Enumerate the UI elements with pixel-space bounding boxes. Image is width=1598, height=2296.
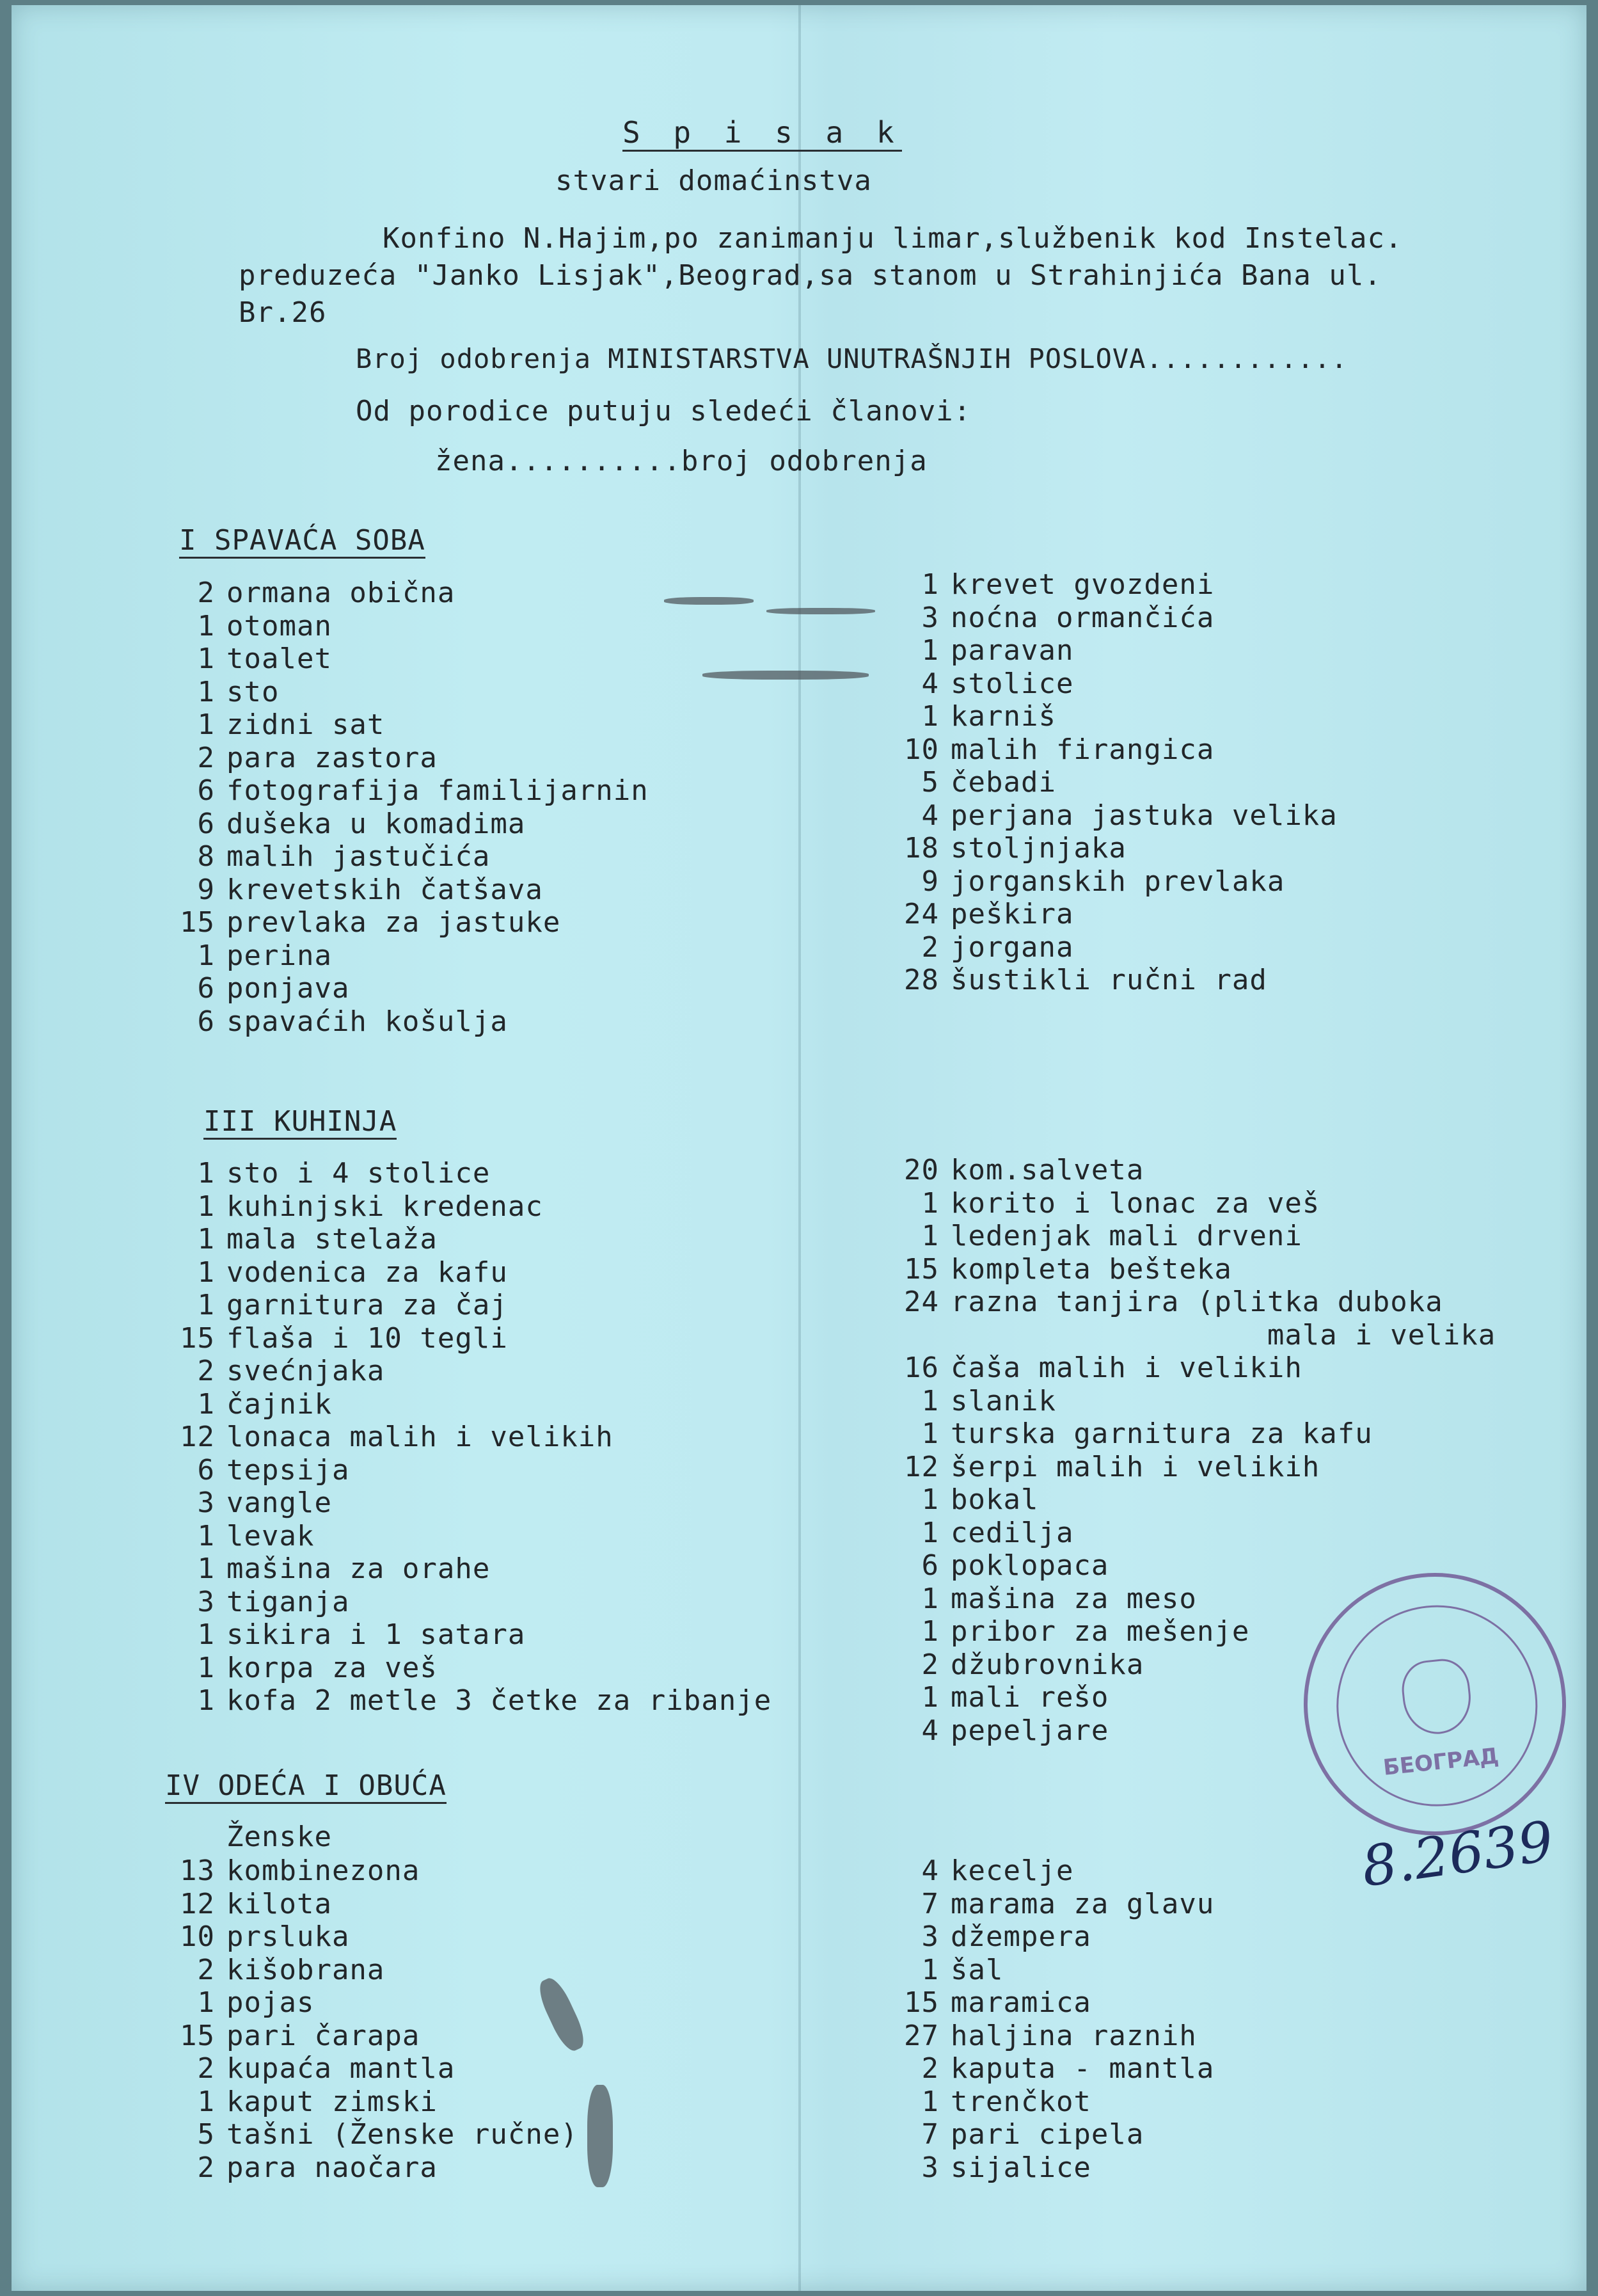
list-item [869, 931, 1338, 964]
item-name: lonaca malih i velikih [226, 1421, 613, 1453]
item-quantity: 1 [197, 1519, 215, 1552]
list-item [869, 1451, 1496, 1484]
list-item [145, 1520, 771, 1553]
item-quantity: 1 [197, 1387, 215, 1421]
clothing-subheading: Ženske [226, 1821, 332, 1853]
item-quantity: 1 [921, 1483, 939, 1516]
item-quantity: 2 [921, 2052, 939, 2085]
item-quantity: 10 [180, 1920, 215, 1953]
item-quantity: 4 [921, 1714, 939, 1747]
item-quantity: 15 [904, 1252, 939, 1286]
family-line: Od porodice putuju sledeći članovi: [356, 395, 972, 427]
item-name: paravan [951, 634, 1074, 667]
list-item [145, 808, 649, 841]
list-item [869, 1351, 1496, 1385]
list-item [869, 766, 1338, 799]
list-item [869, 634, 1338, 667]
item-quantity: 12 [904, 1450, 939, 1483]
list-item [869, 1286, 1496, 1319]
document-title: S p i s a k [622, 115, 902, 152]
item-quantity: 1 [921, 1186, 939, 1220]
intro-line-1: Konfino N.Hajim,po zanimanju limar,službenik kod Instelac. [383, 222, 1403, 255]
clothing-list-right [869, 1854, 1214, 2184]
item-quantity: 1 [197, 1256, 215, 1289]
item-name: dušeka u komadima [226, 807, 526, 840]
document-page [12, 5, 1586, 2291]
list-item [145, 2118, 578, 2151]
list-item [869, 2085, 1214, 2119]
item-name: peškira [951, 898, 1074, 930]
list-item [869, 1187, 1496, 1220]
ink-smudge [766, 608, 875, 614]
item-name: pojas [226, 1986, 315, 2019]
item-name: zidni sat [226, 708, 385, 741]
item-name: korito i lonac za veš [951, 1186, 1320, 1220]
item-quantity: 5 [197, 2118, 215, 2151]
list-item [869, 2020, 1214, 2053]
item-quantity: 6 [197, 1453, 215, 1487]
item-quantity: 24 [904, 898, 939, 930]
item-quantity: 1 [921, 1582, 939, 1615]
item-name: mala i velika [951, 1318, 1496, 1351]
item-name: spavaćih košulja [226, 1005, 508, 1038]
item-name: prsluka [226, 1920, 350, 1953]
item-name: ponjava [226, 972, 350, 1005]
list-item [145, 1454, 771, 1487]
list-item [145, 1190, 771, 1224]
item-name: mašina za meso [951, 1582, 1197, 1615]
list-item [145, 1684, 771, 1718]
item-quantity: 15 [180, 2019, 215, 2052]
list-item [869, 700, 1338, 733]
item-name: kecelje [951, 1854, 1074, 1887]
item-name: jorgana [951, 930, 1074, 964]
item-quantity: 12 [180, 1421, 215, 1453]
list-item [145, 1322, 771, 1355]
list-item [869, 2151, 1214, 2185]
item-name: para naočara [226, 2151, 438, 2184]
item-quantity: 3 [921, 2151, 939, 2184]
item-name: maramica [951, 1986, 1091, 2019]
item-quantity: 1 [197, 1223, 215, 1256]
item-quantity: 1 [197, 708, 215, 741]
item-quantity: 18 [904, 832, 939, 865]
item-quantity: 1 [197, 642, 215, 675]
list-item [869, 1154, 1496, 1187]
item-name: stoljnjaka [951, 832, 1127, 865]
list-item [145, 972, 649, 1005]
list-item [145, 774, 649, 808]
item-quantity: 4 [921, 1854, 939, 1887]
list-item [145, 1920, 578, 1954]
item-name: sikira i 1 satara [226, 1618, 526, 1651]
item-name: ledenjak mali drveni [951, 1220, 1302, 1252]
item-name: poklopaca [951, 1549, 1109, 1582]
item-name: flaša i 10 tegli [226, 1321, 508, 1355]
item-name: sto [226, 675, 280, 708]
list-item [145, 1854, 578, 1888]
list-item [145, 2052, 578, 2085]
item-quantity: 1 [197, 1651, 215, 1684]
list-item [145, 642, 649, 676]
list-item [145, 1388, 771, 1421]
item-name: kišobrana [226, 1953, 385, 1986]
item-name: mašina za orahe [226, 1552, 491, 1585]
item-name: kaputa - mantla [951, 2052, 1215, 2085]
list-item [145, 1005, 649, 1039]
item-name: pribor za mešenje [951, 1615, 1250, 1648]
wife-line: žena..........broj odobrenja [435, 445, 928, 477]
item-quantity: 1 [921, 1953, 939, 1986]
item-name: džubrovnika [951, 1648, 1144, 1681]
list-item [145, 1586, 771, 1619]
item-quantity: 6 [197, 972, 215, 1005]
stamp-city: БЕОГРАД [1382, 1743, 1500, 1781]
item-quantity: 1 [197, 1618, 215, 1651]
list-item [869, 865, 1338, 898]
item-quantity: 4 [921, 667, 939, 700]
list-item [869, 2052, 1214, 2085]
item-name: haljina raznih [951, 2019, 1197, 2052]
ink-smudge [664, 597, 754, 605]
item-quantity: 13 [180, 1854, 215, 1887]
item-name: pepeljare [951, 1714, 1109, 1747]
list-item [869, 964, 1338, 997]
approval-line: Broj odobrenja MINISTARSTVA UNUTRAŠNJIH POSLOVA............ [356, 343, 1348, 374]
list-item [869, 1253, 1496, 1286]
item-name: bokal [951, 1483, 1039, 1516]
item-name: levak [226, 1519, 315, 1552]
intro-line-3: Br.26 [239, 296, 327, 329]
item-name: kilota [226, 1887, 332, 1920]
item-quantity: 2 [197, 1953, 215, 1986]
item-quantity: 2 [197, 2151, 215, 2184]
list-item [869, 602, 1338, 635]
item-quantity: 1 [921, 2085, 939, 2118]
list-item [869, 1920, 1214, 1954]
item-quantity: 1 [921, 1681, 939, 1714]
item-name: prevlaka za jastuke [226, 906, 561, 939]
intro-line-2: preduzeća "Janko Lisjak",Beograd,sa stanom u Strahinjića Bana ul. [239, 259, 1382, 292]
item-quantity: 3 [197, 1585, 215, 1618]
list-item [869, 1220, 1496, 1253]
list-item [869, 1854, 1214, 1888]
list-item [145, 1652, 771, 1685]
item-name: malih jastučića [226, 840, 491, 873]
list-item [145, 1618, 771, 1652]
list-item [145, 708, 649, 742]
item-name: karniš [951, 700, 1056, 733]
item-quantity: 2 [921, 930, 939, 964]
item-quantity: 10 [904, 733, 939, 766]
item-quantity: 6 [197, 807, 215, 840]
item-quantity: 1 [921, 700, 939, 733]
item-quantity: 15 [180, 906, 215, 939]
item-quantity: 1 [921, 1220, 939, 1252]
item-name: mali rešo [951, 1681, 1109, 1714]
item-name: šerpi malih i velikih [951, 1450, 1320, 1483]
list-item [145, 873, 649, 907]
item-quantity: 27 [904, 2019, 939, 2052]
item-quantity: 3 [921, 601, 939, 634]
ink-smudge [702, 671, 869, 680]
list-item [869, 2118, 1214, 2151]
item-name: kompleta bešteka [951, 1252, 1232, 1286]
list-item [145, 1289, 771, 1322]
list-item [145, 1421, 771, 1454]
list-item [869, 1417, 1496, 1451]
item-name: stolice [951, 667, 1074, 700]
list-item [869, 1986, 1214, 2020]
item-name: malih firangica [951, 733, 1215, 766]
list-item [869, 799, 1338, 833]
item-quantity: 5 [921, 766, 939, 799]
item-quantity: 7 [921, 1887, 939, 1920]
list-item [869, 898, 1338, 931]
item-name: čebadi [951, 766, 1056, 799]
list-item [145, 742, 649, 775]
item-quantity: 20 [904, 1154, 939, 1186]
item-name: vangle [226, 1487, 332, 1519]
item-quantity: 6 [197, 774, 215, 807]
list-item [145, 1355, 771, 1388]
document-subtitle: stvari domaćinstva [555, 164, 872, 197]
kitchen-list-left [145, 1157, 771, 1718]
item-name: otoman [226, 609, 332, 642]
list-item [145, 577, 649, 610]
clothing-list-left [145, 1854, 578, 2184]
list-item [869, 1319, 1496, 1352]
list-item [145, 2151, 578, 2185]
item-quantity: 15 [904, 1986, 939, 2019]
item-name: slanik [951, 1384, 1056, 1417]
item-name: mala stelaža [226, 1223, 438, 1256]
item-quantity: 1 [921, 634, 939, 667]
item-quantity: 1 [921, 1417, 939, 1450]
list-item [145, 1986, 578, 2020]
item-quantity: 2 [197, 577, 215, 609]
item-name: kaput zimski [226, 2085, 438, 2118]
item-name: džempera [951, 1920, 1091, 1953]
item-quantity: 4 [921, 799, 939, 832]
item-name: garnitura za čaj [226, 1289, 508, 1321]
item-name: krevetskih čatšava [226, 873, 543, 906]
list-item [869, 1517, 1496, 1550]
item-name: pari čarapa [226, 2019, 420, 2052]
list-item [145, 1487, 771, 1520]
item-name: marama za glavu [951, 1887, 1215, 1920]
item-name: sto i 4 stolice [226, 1157, 491, 1190]
item-name: jorganskih prevlaka [951, 865, 1285, 898]
item-name: fotografija familijarnin [226, 774, 649, 807]
item-quantity: 8 [197, 840, 215, 873]
item-quantity: 28 [904, 964, 939, 996]
item-name: noćna ormančića [951, 601, 1215, 634]
item-name: korpa za veš [226, 1651, 438, 1684]
list-item [869, 568, 1338, 602]
item-quantity: 24 [904, 1286, 939, 1318]
section-heading-bedroom: I SPAVAĆA SOBA [179, 525, 425, 559]
item-quantity: 2 [197, 741, 215, 774]
item-name: svećnjaka [226, 1355, 385, 1387]
item-quantity: 2 [197, 1355, 215, 1387]
list-item [145, 676, 649, 709]
item-name: tiganja [226, 1585, 350, 1618]
item-quantity: 1 [921, 1615, 939, 1648]
handwritten-number: 8.2639 [1357, 1809, 1558, 1900]
item-name: kupaća mantla [226, 2052, 455, 2085]
item-name: ormana obična [226, 577, 455, 609]
item-quantity: 1 [197, 1986, 215, 2019]
section-heading-clothing: IV ODEĆA I OBUĆA [165, 1770, 447, 1804]
list-item [145, 610, 649, 643]
item-quantity: 6 [197, 1005, 215, 1038]
list-item [869, 1954, 1214, 1987]
item-quantity: 1 [197, 1157, 215, 1190]
list-item [145, 1552, 771, 1586]
item-quantity: 1 [197, 675, 215, 708]
item-quantity: 1 [197, 609, 215, 642]
item-name: tepsija [226, 1453, 350, 1487]
list-item [145, 1223, 771, 1256]
item-name: razna tanjira (plitka duboka [951, 1286, 1443, 1318]
item-name: šustikli ručni rad [951, 964, 1267, 996]
item-name: vodenica za kafu [226, 1256, 508, 1289]
list-item [869, 832, 1338, 865]
item-quantity: 7 [921, 2118, 939, 2151]
list-item [869, 1483, 1496, 1517]
item-quantity: 1 [197, 939, 215, 972]
list-item [145, 939, 649, 973]
list-item [145, 2020, 578, 2053]
list-item [145, 1157, 771, 1190]
item-quantity: 9 [197, 873, 215, 906]
item-quantity: 3 [921, 1920, 939, 1953]
item-name: šal [951, 1953, 1004, 1986]
item-name: čajnik [226, 1387, 332, 1421]
item-name: sijalice [951, 2151, 1091, 2184]
list-item [145, 1954, 578, 1987]
item-quantity: 1 [197, 1289, 215, 1321]
item-quantity: 16 [904, 1351, 939, 1384]
item-name: pari cipela [951, 2118, 1144, 2151]
list-item [869, 733, 1338, 767]
item-quantity: 6 [921, 1549, 939, 1582]
item-name: krevet gvozdeni [951, 568, 1215, 601]
item-quantity: 2 [197, 2052, 215, 2085]
item-quantity: 1 [197, 2085, 215, 2118]
item-quantity: 1 [921, 1516, 939, 1549]
list-item [145, 840, 649, 873]
item-quantity: 1 [921, 1384, 939, 1417]
ink-smudge [587, 2085, 613, 2187]
item-name: kuhinjski kredenac [226, 1190, 543, 1223]
item-quantity [869, 1319, 951, 1352]
list-item [145, 1888, 578, 1921]
item-quantity: 15 [180, 1321, 215, 1355]
item-quantity: 1 [197, 1190, 215, 1223]
list-item [145, 906, 649, 939]
item-name: para zastora [226, 741, 438, 774]
item-name: cedilja [951, 1516, 1074, 1549]
item-name: kofa 2 metle 3 četke za ribanje [226, 1684, 772, 1717]
item-name: perina [226, 939, 332, 972]
item-quantity: 2 [921, 1648, 939, 1681]
item-quantity: 12 [180, 1887, 215, 1920]
item-name: kombinezona [226, 1854, 420, 1887]
item-name: tašni (Ženske ručne) [226, 2118, 578, 2151]
list-item [869, 667, 1338, 701]
item-name: trenčkot [951, 2085, 1091, 2118]
item-quantity: 1 [197, 1684, 215, 1717]
bedroom-list-right [869, 568, 1338, 997]
item-quantity: 3 [197, 1487, 215, 1519]
section-heading-kitchen: III KUHINJA [203, 1106, 397, 1140]
item-name: turska garnitura za kafu [951, 1417, 1373, 1450]
item-quantity: 1 [921, 568, 939, 601]
item-quantity: 9 [921, 865, 939, 898]
item-name: perjana jastuka velika [951, 799, 1338, 832]
item-name: kom.salveta [951, 1154, 1144, 1186]
list-item [869, 1385, 1496, 1418]
list-item [145, 2085, 578, 2119]
item-name: toalet [226, 642, 332, 675]
list-item [145, 1256, 771, 1289]
list-item [869, 1888, 1214, 1921]
bedroom-list-left [145, 577, 649, 1038]
item-name: čaša malih i velikih [951, 1351, 1302, 1384]
item-quantity: 1 [197, 1552, 215, 1585]
